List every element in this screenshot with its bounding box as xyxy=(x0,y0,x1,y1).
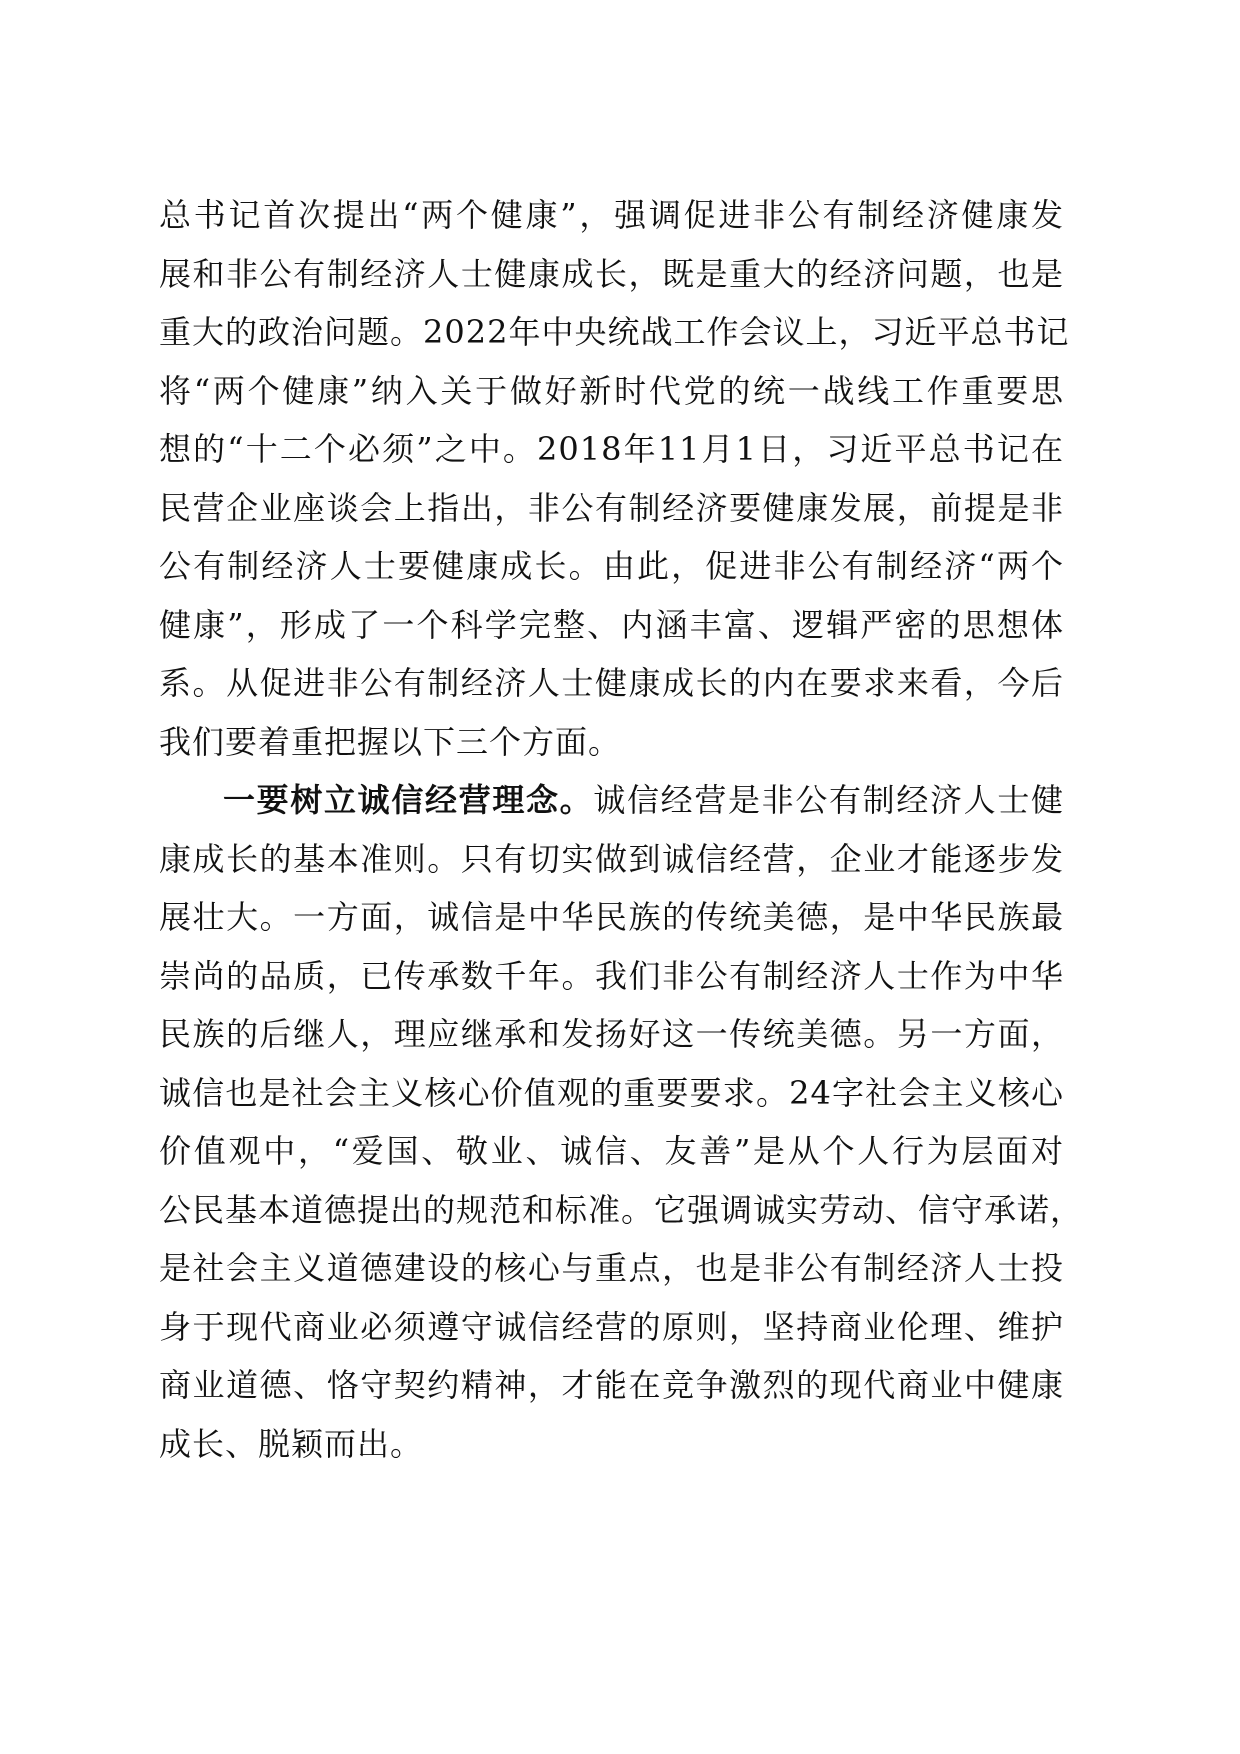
text-line: 展和非公有制经济人士健康成长，既是重大的经济问题，也是 xyxy=(159,254,1064,293)
text-line: 商业道德、恪守契约精神，才能在竞争激烈的现代商业中健康 xyxy=(159,1366,1064,1404)
text-line: 身于现代商业必须遵守诚信经营的原则，坚持商业伦理、维护 xyxy=(159,1307,1064,1346)
text-line-first xyxy=(159,771,1064,830)
text-line: 公民基本道德提出的规范和标准。它强调诚实劳动、信守承诺， xyxy=(159,1190,1084,1229)
text-line: 总书记首次提出“两个健康”，强调促进非公有制经济健康发 xyxy=(159,196,1064,234)
text-line: 价值观中，“爱国、敬业、诚信、友善”是从个人行为层面对 xyxy=(159,1132,1064,1170)
text-line: 康成长的基本准则。只有切实做到诚信经营，企业才能逐步发 xyxy=(159,839,1064,878)
first-line-text: 诚信经营是非公有制经济人士健 xyxy=(593,781,1064,819)
text-line: 想的“十二个必须”之中。2018年11月1日，习近平总书记在 xyxy=(159,430,1064,468)
section-heading: 一要树立诚信经营理念。 xyxy=(223,781,594,819)
text-line: 崇尚的品质，已传承数千年。我们非公有制经济人士作为中华 xyxy=(159,956,1064,995)
body-text xyxy=(159,186,1084,1473)
text-line: 民营企业座谈会上指出，非公有制经济要健康发展，前提是非 xyxy=(159,488,1064,527)
text-line: 重大的政治问题。2022年中央统战工作会议上，习近平总书记 xyxy=(159,313,1070,351)
text-line: 诚信也是社会主义核心价值观的重要要求。24字社会主义核心 xyxy=(159,1073,1064,1112)
text-line: 系。从促进非公有制经济人士健康成长的内在要求来看，今后 xyxy=(159,664,1064,702)
text-line: 是社会主义道德建设的核心与重点，也是非公有制经济人士投 xyxy=(159,1249,1064,1287)
text-line: 健康”，形成了一个科学完整、内涵丰富、逻辑严密的思想体 xyxy=(159,605,1064,644)
paragraph-2 xyxy=(159,771,1084,1473)
paragraph-1 xyxy=(159,186,1070,771)
text-line: 我们要着重把握以下三个方面。 xyxy=(159,722,622,761)
text-line: 将“两个健康”纳入关于做好新时代党的统一战线工作重要思 xyxy=(159,371,1064,410)
text-line: 公有制经济人士要健康成长。由此，促进非公有制经济“两个 xyxy=(159,547,1064,585)
text-line: 民族的后继人，理应继承和发扬好这一传统美德。另一方面， xyxy=(159,1015,1064,1053)
text-line: 展壮大。一方面，诚信是中华民族的传统美德，是中华民族最 xyxy=(159,898,1064,936)
text-line: 成长、脱颖而出。 xyxy=(159,1424,424,1463)
